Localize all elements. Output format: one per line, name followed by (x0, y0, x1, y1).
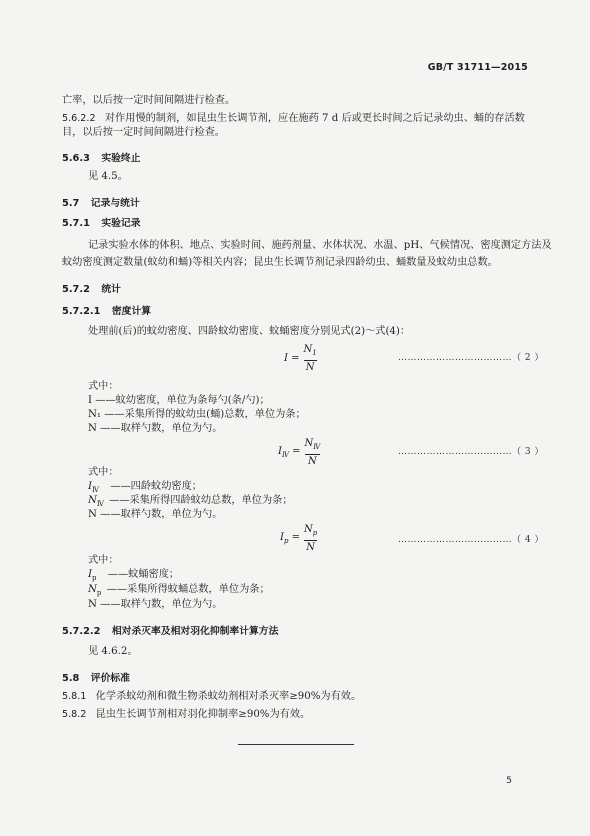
end-rule (238, 744, 354, 745)
heading-5-8 (62, 670, 130, 684)
clause-number: 5.8.1 (62, 691, 87, 702)
paragraph-line: 蚊幼密度测定数量(蚊幼和蛹)等相关内容；昆虫生长调节剂记录四龄幼虫、蛹数量及蚊幼虫总数。 (62, 257, 498, 268)
clause-number: 5.8.2 (62, 709, 87, 720)
heading-title: 实验记录 (101, 218, 141, 229)
heading-5-6-3 (62, 150, 141, 164)
heading-5-7-2-2 (62, 623, 278, 637)
heading-number: 5.7.2.2 (62, 626, 101, 637)
clause-5-8-1 (62, 690, 361, 704)
eq-denominator: N (306, 542, 315, 553)
clause-5-6-2-2 (62, 112, 525, 126)
eq-numerator-sub: Ⅳ (313, 443, 321, 451)
variable-definition: N ——取样勺数，单位为勺。 (88, 509, 223, 520)
where-label: 式中： (88, 381, 119, 392)
variable-definition: $N_Ⅳ$ ——采集所得四龄蚊幼总数，单位为条； (88, 495, 293, 509)
heading-title: 密度计算 (111, 306, 152, 317)
eq-numerator: N (304, 438, 314, 449)
heading-title: 评价标准 (90, 673, 130, 684)
eq-numerator-sub: p (312, 529, 318, 537)
variable-definition: I ——蚊幼密度，单位为条每勺(条/勺)； (88, 395, 270, 406)
eq-fraction (305, 438, 321, 467)
eq-fraction (304, 344, 317, 373)
paragraph-line: 见 4.5。 (88, 171, 128, 182)
equation-tag: ………………………………（ 3 ） (398, 447, 544, 457)
heading-title: 统计 (101, 284, 121, 295)
variable-definition: N ——取样勺数，单位为勺。 (88, 423, 223, 434)
variable-definition: $N_p$ ——采集所得蚊蛹总数，单位为条； (88, 584, 270, 598)
heading-title: 实验终止 (101, 153, 141, 164)
clause-text: 昆虫生长调节剂相对羽化抑制率≥90%为有效。 (95, 709, 311, 720)
equation-tag: ………………………………（ 4 ） (398, 535, 544, 545)
clause-text: 对作用慢的制剂，如昆虫生长调节剂，应在施药 7 d 后或更长时间之后记录幼虫、蛹的存活数 (104, 113, 525, 124)
eq-denominator: N (308, 456, 317, 467)
heading-5-7 (62, 195, 140, 209)
eq-numerator: N (304, 524, 313, 535)
clause-text: 化学杀蚊幼剂和微生物杀蚊幼剂相对杀灭率≥90%为有效。 (95, 691, 362, 702)
heading-title: 记录与统计 (90, 198, 140, 209)
paragraph-line: 记录实验水体的体积、地点、实验时间、施药剂量、水体状况、水温、pH、气候情况、密度测定方法及 (88, 240, 552, 251)
where-label: 式中： (88, 555, 119, 566)
paragraph-line: 见 4.6.2。 (88, 646, 138, 657)
heading-number: 5.8 (62, 673, 80, 684)
heading-number: 5.7.1 (62, 218, 90, 229)
paragraph-line: 亡率，以后按一定时间间隔进行检查。 (62, 95, 236, 106)
heading-5-7-2 (62, 281, 121, 295)
heading-5-7-1 (62, 215, 141, 229)
standard-number: GB/T 31711—2015 (427, 62, 528, 73)
heading-number: 5.7.2 (62, 284, 90, 295)
variable-definition: $I_p$ ——蚊蛹密度； (88, 569, 180, 583)
heading-number: 5.7 (62, 198, 80, 209)
variable-definition: N₁ ——采集所得的蚊幼虫(蛹)总数，单位为条； (88, 409, 306, 420)
eq-lhs-sub: p (283, 537, 289, 545)
eq-lhs: I (278, 446, 282, 457)
eq-denominator: N (305, 362, 315, 373)
variable-definition: N ——取样勺数，单位为勺。 (88, 599, 223, 610)
paragraph-line: 目，以后按一定时间间隔进行检查。 (62, 127, 225, 138)
eq-numerator-sub: 1 (312, 349, 317, 357)
heading-title: 相对杀灭率及相对羽化抑制率计算方法 (111, 626, 279, 637)
eq-lhs: I = (284, 353, 300, 364)
where-label: 式中： (88, 467, 119, 478)
equation-2 (284, 344, 317, 373)
page-number: 5 (506, 776, 512, 786)
eq-lhs: I (280, 532, 284, 543)
equation-3: $I_Ⅳ$ = $\frac{N_Ⅳ}{N}$ (278, 438, 321, 467)
eq-lhs-sub: Ⅳ (281, 451, 289, 459)
variable-definition: $I_Ⅳ$ ——四龄蚊幼密度； (88, 481, 202, 495)
paragraph-line: 处理前(后)的蚊幼密度、四龄蚊幼密度、蚊蛹密度分别见式(2)～式(4)： (88, 326, 411, 337)
equation-tag: ………………………………（ 2 ） (398, 353, 544, 363)
heading-number: 5.7.2.1 (62, 306, 101, 317)
clause-5-8-2 (62, 708, 310, 722)
equation-4: $I_p$ = $\frac{N_p}{N}$ (280, 524, 318, 553)
clause-number: 5.6.2.2 (62, 113, 96, 124)
eq-numerator: N (303, 344, 313, 355)
heading-number: 5.6.3 (62, 153, 90, 164)
heading-5-7-2-1 (62, 303, 151, 317)
eq-fraction (304, 524, 317, 553)
